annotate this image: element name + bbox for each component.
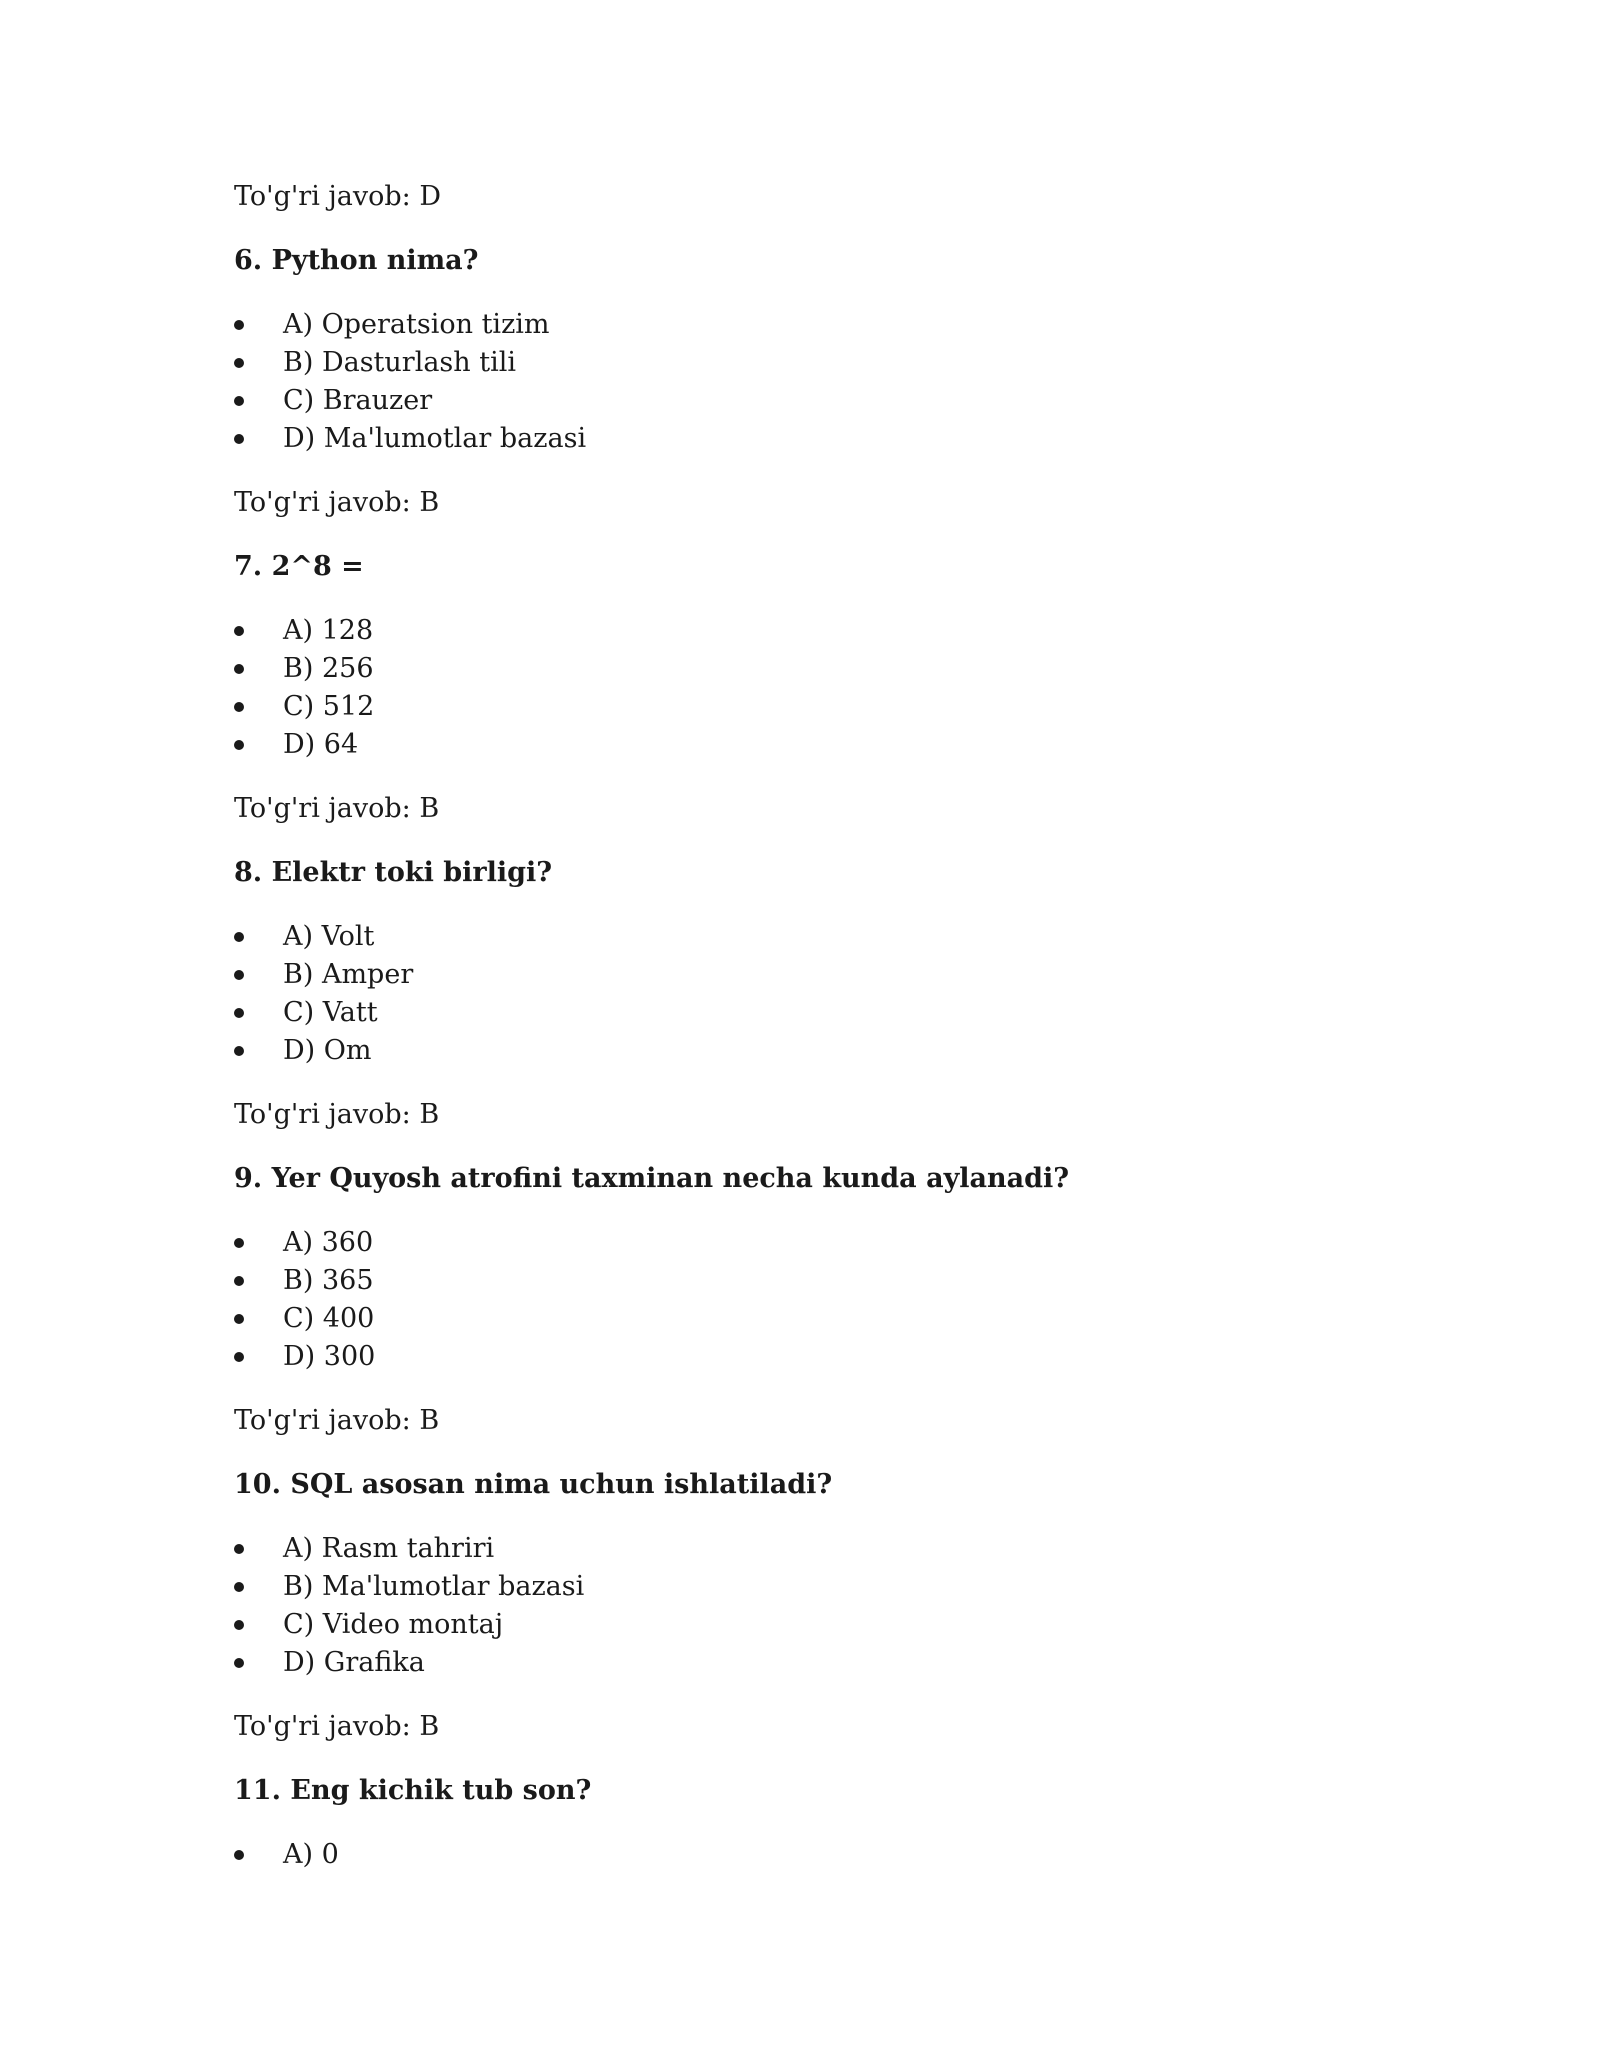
option-text: B) Amper: [283, 959, 414, 990]
option-item: [234, 1032, 1364, 1070]
option-text: C) Vatt: [283, 997, 378, 1028]
option-text: A) 360: [283, 1227, 374, 1258]
question-block: [234, 242, 1364, 522]
option-text: A) Rasm tahriri: [283, 1533, 495, 1564]
option-item: [234, 994, 1364, 1032]
options-list: [234, 306, 1364, 458]
option-item: [234, 420, 1364, 458]
option-item: [234, 1644, 1364, 1682]
option-item: [234, 688, 1364, 726]
answer-line: To'g'ri javob: B: [234, 487, 440, 518]
options-list: [234, 612, 1364, 764]
option-item: [234, 650, 1364, 688]
option-text: A) 0: [283, 1839, 339, 1870]
question-title: 10. SQL asosan nima uchun ishlatiladi?: [234, 1469, 833, 1500]
option-text: B) Ma'lumotlar bazasi: [283, 1571, 585, 1602]
bullet-icon: [234, 626, 244, 636]
option-text: D) Ma'lumotlar bazasi: [283, 423, 587, 454]
option-item: [234, 726, 1364, 764]
bullet-icon: [234, 1238, 244, 1248]
option-item: [234, 1262, 1364, 1300]
answer-line: To'g'ri javob: B: [234, 1099, 440, 1130]
question-block: [234, 1772, 1364, 1874]
option-item: [234, 956, 1364, 994]
question-title: 6. Python nima?: [234, 245, 479, 276]
question-block: [234, 548, 1364, 828]
option-item: [234, 1300, 1364, 1338]
bullet-icon: [234, 1008, 244, 1018]
bullet-icon: [234, 396, 244, 406]
bullet-icon: [234, 1620, 244, 1630]
question-title: 11. Eng kichik tub son?: [234, 1775, 592, 1806]
options-list: [234, 1836, 1364, 1874]
option-item: [234, 382, 1364, 420]
bullet-icon: [234, 1658, 244, 1668]
bullet-icon: [234, 932, 244, 942]
option-text: C) Video montaj: [283, 1609, 504, 1640]
bullet-icon: [234, 1046, 244, 1056]
question-block: [234, 854, 1364, 1134]
option-text: A) 128: [283, 615, 374, 646]
document-page: [234, 178, 1364, 1900]
question-block: [234, 1160, 1364, 1440]
option-item: [234, 1530, 1364, 1568]
option-text: C) 512: [283, 691, 375, 722]
answer-line: To'g'ri javob: B: [234, 1711, 440, 1742]
option-text: B) 365: [283, 1265, 374, 1296]
option-text: A) Operatsion tizim: [283, 309, 550, 340]
option-text: B) 256: [283, 653, 374, 684]
option-item: [234, 306, 1364, 344]
option-item: [234, 612, 1364, 650]
question-title: 7. 2^8 =: [234, 551, 364, 582]
bullet-icon: [234, 1276, 244, 1286]
option-text: D) Grafika: [283, 1647, 425, 1678]
bullet-icon: [234, 702, 244, 712]
option-item: [234, 1606, 1364, 1644]
option-text: C) Brauzer: [283, 385, 433, 416]
option-item: [234, 1224, 1364, 1262]
option-text: D) 64: [283, 729, 359, 760]
answer-line: To'g'ri javob: B: [234, 1405, 440, 1436]
option-text: D) Om: [283, 1035, 372, 1066]
bullet-icon: [234, 1544, 244, 1554]
answer-line: To'g'ri javob: B: [234, 793, 440, 824]
bullet-icon: [234, 970, 244, 980]
bullet-icon: [234, 1314, 244, 1324]
option-item: [234, 1836, 1364, 1874]
bullet-icon: [234, 1352, 244, 1362]
bullet-icon: [234, 740, 244, 750]
option-text: A) Volt: [283, 921, 375, 952]
options-list: [234, 1530, 1364, 1682]
question-block: [234, 1466, 1364, 1746]
option-text: C) 400: [283, 1303, 375, 1334]
option-text: D) 300: [283, 1341, 376, 1372]
option-text: B) Dasturlash tili: [283, 347, 517, 378]
bullet-icon: [234, 1850, 244, 1860]
bullet-icon: [234, 320, 244, 330]
options-list: [234, 918, 1364, 1070]
bullet-icon: [234, 1582, 244, 1592]
options-list: [234, 1224, 1364, 1376]
question-title: 9. Yer Quyosh atrofini taxminan necha kunda aylanadi?: [234, 1163, 1070, 1194]
bullet-icon: [234, 358, 244, 368]
option-item: [234, 918, 1364, 956]
answer-line: To'g'ri javob: D: [234, 181, 442, 212]
bullet-icon: [234, 434, 244, 444]
option-item: [234, 344, 1364, 382]
option-item: [234, 1568, 1364, 1606]
question-title: 8. Elektr toki birligi?: [234, 857, 553, 888]
bullet-icon: [234, 664, 244, 674]
option-item: [234, 1338, 1364, 1376]
